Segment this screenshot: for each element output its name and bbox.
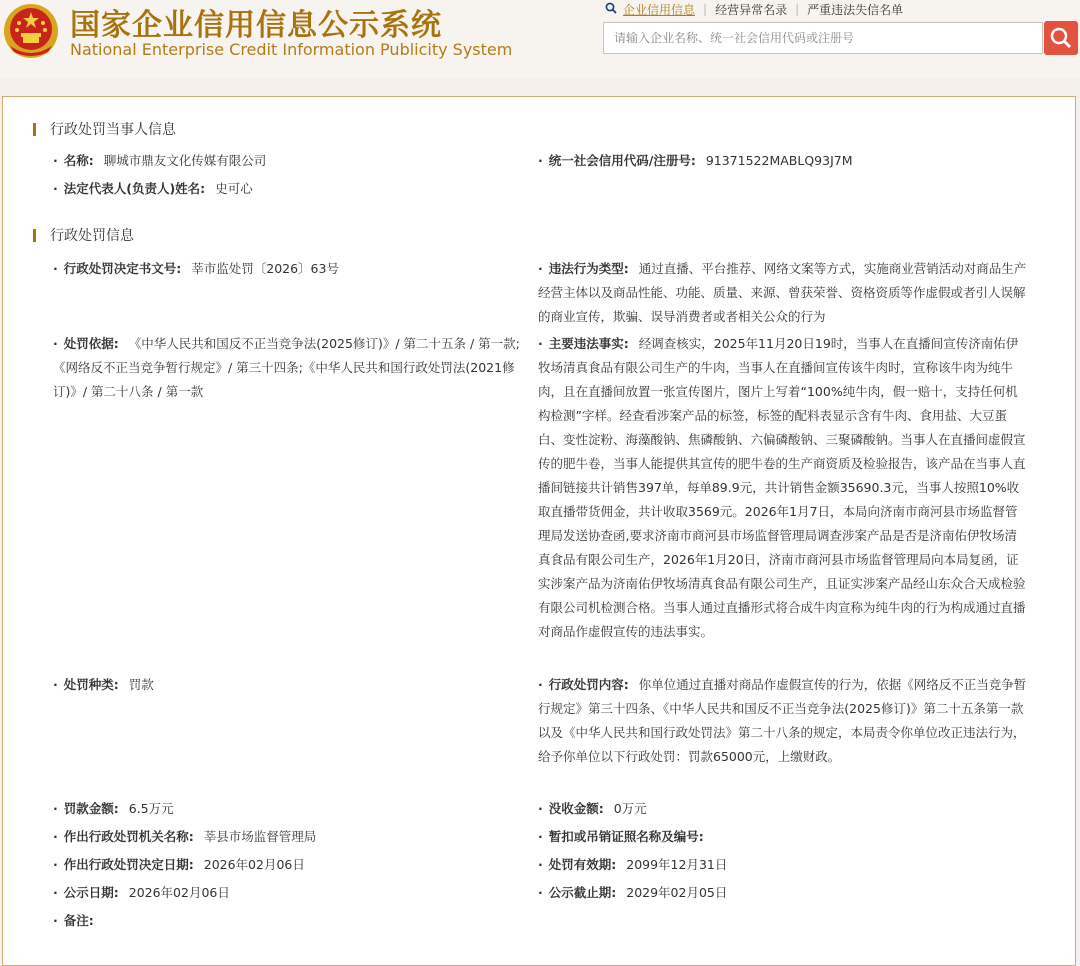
decision-no-field: · 行政处罚决定书文号: 莘市监处罚〔2026〕63号 <box>53 261 339 276</box>
section-marker <box>33 229 36 242</box>
fine-field: · 罚款金额: 6.5万元 <box>53 801 174 816</box>
content-panel <box>2 96 1076 966</box>
violation-type-field: · 违法行为类型: 通过直播、平台推荐、网络文案等方式，实施商业营销活动对商品生产经营主体以及商品性能、功能、质量、来源、曾获荣誉、资格资质等作虚假或者引人误解的商业宣传，欺骗、误导消费者或者相关公众的行为 <box>538 261 1027 324</box>
section-marker <box>33 123 36 136</box>
credit-code-value: 91371522MABLQ93J7M <box>705 153 853 168</box>
fine-value: 6.5万元 <box>128 801 174 816</box>
decision-no-value: 莘市监处罚〔2026〕63号 <box>191 261 339 276</box>
site-title: 国家企业信用信息公示系统 <box>70 8 442 43</box>
nav-link-abnormal-list[interactable]: 经营异常名录 <box>715 2 788 17</box>
decision-no-label: 行政处罚决定书文号: <box>63 261 182 276</box>
decision-date-label: 作出行政处罚决定日期: <box>63 857 194 872</box>
national-emblem-icon <box>2 2 60 60</box>
search-input[interactable]: 请输入企业名称、统一社会信用代码或注册号 <box>603 22 1043 54</box>
party-name-value: 聊城市鼎友文化传媒有限公司 <box>103 153 267 168</box>
search-small-icon <box>605 2 617 17</box>
decision-date-field: · 作出行政处罚决定日期: 2026年02月06日 <box>53 857 305 872</box>
publish-date-value: 2026年02月06日 <box>128 885 230 900</box>
license-label: 暂扣或吊销证照名称及编号: <box>548 829 704 844</box>
party-section-title <box>33 119 176 139</box>
nav-separator: | <box>703 2 708 16</box>
authority-field: · 作出行政处罚机关名称: 莘县市场监督管理局 <box>53 829 317 844</box>
search-icon <box>1044 21 1078 55</box>
site-header <box>0 0 1080 78</box>
nav-link-dishonest-list[interactable]: 严重违法失信名单 <box>807 2 904 17</box>
penalty-section-title <box>33 225 134 245</box>
penalty-content-value: 你单位通过直播对商品作虚假宣传的行为，依据《网络反不正当竞争暂行规定》第三十四条、《中华人民共和国反不正当竞争法(2025修订)》第二十五条第一款以及《中华人民共和国行政处罚法》第二十八条的规定，本局责令你单位改正违法行为，给予你单位以下行政处罚：罚款65000元，上缴财政。 <box>538 677 1027 764</box>
decision-date-value: 2026年02月06日 <box>203 857 305 872</box>
penalty-content-label: 行政处罚内容: <box>548 677 629 692</box>
authority-value: 莘县市场监督管理局 <box>203 829 317 844</box>
confiscation-value: 0万元 <box>613 801 647 816</box>
violation-type-value: 通过直播、平台推荐、网络文案等方式，实施商业营销活动对商品生产经营主体以及商品性能、功能、质量、来源、曾获荣誉、资格资质等作虚假或者引人误解的商业宣传，欺骗、误导消费者或者相关公众的行为 <box>538 261 1027 324</box>
violation-type-label: 违法行为类型: <box>548 261 629 276</box>
confiscation-label: 没收金额: <box>548 801 604 816</box>
facts-label: 主要违法事实: <box>548 336 629 351</box>
credit-code-field: · 统一社会信用代码/注册号: 91371522MABLQ93J7M <box>538 153 853 168</box>
publish-end-field: · 公示截止期: 2029年02月05日 <box>538 885 728 900</box>
remarks-field: · 备注: <box>53 913 94 928</box>
nav-separator: | <box>795 2 800 16</box>
validity-value: 2099年12月31日 <box>626 857 728 872</box>
confiscation-field: · 没收金额: 0万元 <box>538 801 647 816</box>
top-nav <box>605 0 903 18</box>
site-subtitle: National Enterprise Credit Information Publicity System <box>70 40 513 59</box>
credit-code-label: 统一社会信用代码/注册号: <box>548 153 696 168</box>
facts-field: · 主要违法事实: 经调查核实，2025年11月20日19时，当事人在直播间宣传济南佑伊牧场清真食品有限公司生产的牛肉，当事人在直播间宣传该牛肉时，宣称该牛肉为纯牛肉，且在直播间放置一张宣传图片，图片上写着“100%纯牛肉，假一赔十，支持任何机构检测”字样。经查看涉案产品的标签，标签的配料表显示含有牛肉、食用盐、大豆蛋白、变性淀粉、海藻酸钠、焦磷酸钠、六偏磷酸钠、三聚磷酸钠。当事人在直播间虚假宣传的肥牛卷，当事人能提供其宣传的肥牛卷的生产商资质及检验报告，该产品在当事人直播间链接共计销售397单，每单89.9元，共计销售金额35690.3元，当事人按照10%收取直播带货佣金，共计收取3569元。2026年1月7日，本局向济南市商河县市场监督管理局发送协查函,要求济南市商河县市场监督管理局调查涉案产品是否是济南佑伊牧场清真食品有限公司生产，2026年1月20日，济南市商河县市场监督管理局向本局复函，证实涉案产品为济南佑伊牧场清真食品有限公司生产，且证实涉案产品经山东众合天成检验有限公司机检测合格。当事人通过直播形式将合成牛肉宣称为纯牛肉的行为构成通过直播对商品作虚假宣传的违法事实。 <box>538 336 1026 639</box>
penalty-kind-value: 罚款 <box>128 677 154 692</box>
basis-label: 处罚依据: <box>63 336 119 351</box>
publish-end-label: 公示截止期: <box>548 885 617 900</box>
validity-field: · 处罚有效期: 2099年12月31日 <box>538 857 728 872</box>
publish-end-value: 2029年02月05日 <box>626 885 728 900</box>
legal-rep-value: 史可心 <box>215 181 253 196</box>
publish-date-label: 公示日期: <box>63 885 119 900</box>
party-name-label: 名称: <box>63 153 94 168</box>
search-button[interactable] <box>1044 21 1078 55</box>
basis-value: 《中华人民共和国反不正当竞争法(2025修订)》/ 第二十五条 / 第一款;《网络反不正当竞争暂行规定》/ 第三十四条;《中华人民共和国行政处罚法(2021修订)》/ 第二十八条 / 第一款 <box>53 336 520 399</box>
penalty-section-title-text: 行政处罚信息 <box>50 228 134 244</box>
legal-rep-field: · 法定代表人(负责人)姓名: 史可心 <box>53 181 253 196</box>
license-field: · 暂扣或吊销证照名称及编号: <box>538 829 704 844</box>
penalty-content-field: · 行政处罚内容: 你单位通过直播对商品作虚假宣传的行为，依据《网络反不正当竞争暂行规定》第三十四条、《中华人民共和国反不正当竞争法(2025修订)》第二十五条第一款以及《中华人民共和国行政处罚法》第二十八条的规定，本局责令你单位改正违法行为，给予你单位以下行政处罚：罚款65000元，上缴财政。 <box>538 677 1027 764</box>
penalty-kind-field: · 处罚种类: 罚款 <box>53 677 154 692</box>
fine-label: 罚款金额: <box>63 801 119 816</box>
publish-date-field: · 公示日期: 2026年02月06日 <box>53 885 230 900</box>
facts-value: 经调查核实，2025年11月20日19时，当事人在直播间宣传济南佑伊牧场清真食品有限公司生产的牛肉，当事人在直播间宣传该牛肉时，宣称该牛肉为纯牛肉，且在直播间放置一张宣传图片，图片上写着“100%纯牛肉，假一赔十，支持任何机构检测”字样。经查看涉案产品的标签，标签的配料表显示含有牛肉、食用盐、大豆蛋白、变性淀粉、海藻酸钠、焦磷酸钠、六偏磷酸钠、三聚磷酸钠。当事人在直播间虚假宣传的肥牛卷，当事人能提供其宣传的肥牛卷的生产商资质及检验报告，该产品在当事人直播间链接共计销售397单，每单89.9元，共计销售金额35690.3元，当事人按照10%收取直播带货佣金，共计收取3569元。2026年1月7日，本局向济南市商河县市场监督管理局发送协查函,要求济南市商河县市场监督管理局调查涉案产品是否是济南佑伊牧场清真食品有限公司生产，2026年1月20日，济南市商河县市场监督管理局向本局复函，证实涉案产品为济南佑伊牧场清真食品有限公司生产，且证实涉案产品经山东众合天成检验有限公司机检测合格。当事人通过直播形式将合成牛肉宣称为纯牛肉的行为构成通过直播对商品作虚假宣传的违法事实。 <box>538 336 1026 639</box>
nav-link-credit-info[interactable]: 企业信用信息 <box>623 2 696 17</box>
penalty-kind-label: 处罚种类: <box>63 677 119 692</box>
party-section-title-text: 行政处罚当事人信息 <box>50 122 176 138</box>
legal-rep-label: 法定代表人(负责人)姓名: <box>63 181 206 196</box>
remarks-label: 备注: <box>63 913 94 928</box>
authority-label: 作出行政处罚机关名称: <box>63 829 194 844</box>
party-name-field: · 名称: 聊城市鼎友文化传媒有限公司 <box>53 153 267 168</box>
basis-field: · 处罚依据: 《中华人民共和国反不正当竞争法(2025修订)》/ 第二十五条 / 第一款;《网络反不正当竞争暂行规定》/ 第三十四条;《中华人民共和国行政处罚法(2021修订)》/ 第二十八条 / 第一款 <box>53 336 520 399</box>
validity-label: 处罚有效期: <box>548 857 617 872</box>
